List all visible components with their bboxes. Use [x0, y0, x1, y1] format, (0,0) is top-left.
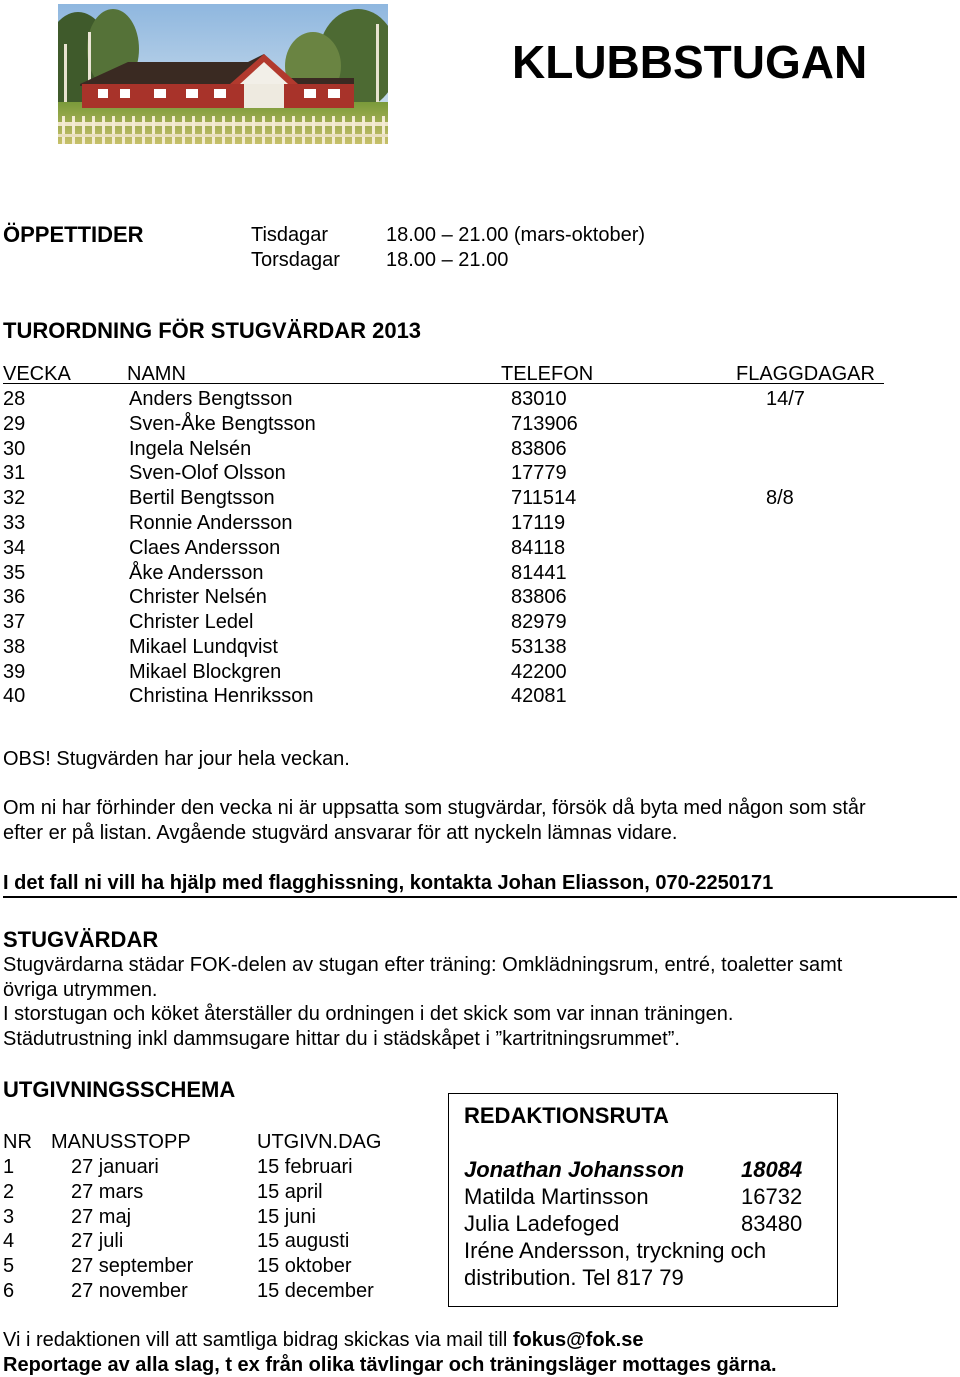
phone-cell: 82979: [511, 611, 567, 633]
footer-line-2: Reportage av alla slag, t ex från olika tävlingar och träningsläger mottages gärna.: [3, 1354, 777, 1376]
schedule-col-nr: NR: [3, 1131, 32, 1153]
name-cell: Anders Bengtsson: [129, 388, 293, 410]
list-item: [0, 1180, 440, 1205]
page-title: KLUBBSTUGAN: [512, 36, 868, 88]
table-row: [0, 461, 900, 486]
clubhouse-photo: [58, 4, 388, 144]
schedule-stop: 27 maj: [71, 1206, 132, 1228]
week-cell: 28: [3, 388, 26, 410]
name-cell: Christina Henriksson: [129, 685, 314, 707]
col-phone-header: TELEFON: [501, 363, 594, 385]
phone-cell: 713906: [511, 413, 578, 435]
schedule-out: 15 juni: [257, 1206, 316, 1228]
swap-note-line-1: Om ni har förhinder den vecka ni är uppsatta som stugvärdar, försök då byta med någon som står: [3, 797, 866, 819]
editorial-heading: REDAKTIONSRUTA: [464, 1103, 669, 1128]
col-flag-header: FLAGGDAGAR: [736, 363, 875, 385]
phone-cell: 53138: [511, 636, 567, 658]
list-item: [0, 1205, 440, 1230]
phone-cell: 83806: [511, 438, 567, 460]
phone-cell: 83010: [511, 388, 567, 410]
section-divider: [3, 896, 957, 898]
stugvardar-line-4: Städutrustning inkl dammsugare hittar du i städskåpet i ”kartritningsrummet”.: [3, 1028, 680, 1050]
week-cell: 37: [3, 611, 26, 633]
schedule-heading: UTGIVNINGSSCHEMA: [3, 1077, 236, 1102]
table-row: [0, 561, 900, 586]
schedule-nr: 1: [3, 1156, 15, 1178]
table-row: [0, 387, 900, 412]
table-row: [0, 585, 900, 610]
phone-cell: 84118: [511, 537, 566, 559]
editor-name-3: Julia Ladefoged: [464, 1211, 620, 1236]
schedule-stop: 27 januari: [71, 1156, 159, 1178]
name-cell: Sven-Olof Olsson: [129, 462, 286, 484]
week-cell: 32: [3, 487, 26, 509]
name-cell: Ronnie Andersson: [129, 512, 293, 534]
week-cell: 39: [3, 661, 26, 683]
flag-cell: 8/8: [766, 487, 794, 509]
schedule-nr: 2: [3, 1181, 15, 1203]
table-row: [0, 635, 900, 660]
flag-cell: 14/7: [766, 388, 805, 410]
schedule-stop: 27 november: [71, 1280, 188, 1302]
opening-day-2: Torsdagar: [251, 249, 340, 271]
opening-day-1: Tisdagar: [251, 224, 329, 246]
name-cell: Sven-Åke Bengtsson: [129, 413, 316, 435]
table-row: [0, 684, 900, 709]
list-item: [0, 1279, 440, 1304]
list-item: [0, 1229, 440, 1254]
week-cell: 38: [3, 636, 26, 658]
phone-cell: 711514: [511, 487, 577, 509]
print-info-line-1: Iréne Andersson, tryckning och: [464, 1238, 767, 1263]
name-cell: Mikael Lundqvist: [129, 636, 278, 658]
schedule-nr: 6: [3, 1280, 15, 1302]
list-item: [0, 1254, 440, 1279]
name-cell: Ingela Nelsén: [129, 438, 252, 460]
schedule-nr: 4: [3, 1230, 15, 1252]
schedule-out: 15 februari: [257, 1156, 353, 1178]
table-row: [0, 511, 900, 536]
print-info-line-2: distribution. Tel 817 79: [464, 1265, 684, 1290]
phone-cell: 81441: [511, 562, 567, 584]
phone-cell: 83806: [511, 586, 567, 608]
table-row: [0, 412, 900, 437]
week-cell: 36: [3, 586, 26, 608]
email-link[interactable]: fokus@fok.se: [512, 1329, 644, 1351]
week-cell: 31: [3, 462, 26, 484]
phone-cell: 17119: [511, 512, 566, 534]
week-cell: 33: [3, 512, 26, 534]
schedule-nr: 5: [3, 1255, 15, 1277]
col-week-header: VECKA: [3, 363, 71, 385]
flag-help-note: I det fall ni vill ha hjälp med flagghissning, kontakta Johan Eliasson, 070-2250171: [3, 872, 774, 894]
name-cell: Åke Andersson: [129, 562, 264, 584]
schedule-nr: 3: [3, 1206, 15, 1228]
header-underline: [3, 383, 884, 384]
stugvardar-line-3: I storstugan och köket återställer du ordningen i det skick som var innan träningen.: [3, 1003, 734, 1025]
editor-name-2: Matilda Martinsson: [464, 1184, 649, 1209]
swap-note-line-2: efter er på listan. Avgående stugvärd ansvarar för att nyckeln lämnas vidare.: [3, 822, 678, 844]
stugvardar-heading: STUGVÄRDAR: [3, 927, 159, 952]
phone-cell: 42081: [511, 685, 567, 707]
week-cell: 30: [3, 438, 26, 460]
table-row: [0, 437, 900, 462]
footer-text: Vi i redaktionen vill att samtliga bidrag skickas via mail till: [3, 1329, 513, 1351]
list-item: [0, 1155, 440, 1180]
editor-phone-1: 18084: [741, 1157, 803, 1182]
duty-heading: TURORDNING FÖR STUGVÄRDAR 2013: [3, 318, 422, 343]
name-cell: Claes Andersson: [129, 537, 281, 559]
week-cell: 35: [3, 562, 26, 584]
name-cell: Christer Nelsén: [129, 586, 267, 608]
table-row: [0, 610, 900, 635]
opening-time-1: 18.00 – 21.00 (mars-oktober): [386, 224, 646, 246]
schedule-stop: 27 mars: [71, 1181, 144, 1203]
opening-hours-label: ÖPPETTIDER: [3, 222, 144, 247]
stugvardar-line-1: Stugvärdarna städar FOK-delen av stugan efter träning: Omklädningsrum, entré, toaletter samt: [3, 954, 843, 976]
col-name-header: NAMN: [127, 363, 186, 385]
table-row: [0, 486, 900, 511]
schedule-out: 15 oktober: [257, 1255, 352, 1277]
stugvardar-line-2: övriga utrymmen.: [3, 979, 158, 1001]
obs-note: OBS! Stugvärden har jour hela veckan.: [3, 748, 350, 770]
editor-phone-3: 83480: [741, 1211, 803, 1236]
name-cell: Bertil Bengtsson: [129, 487, 275, 509]
schedule-stop: 27 juli: [71, 1230, 124, 1252]
name-cell: Christer Ledel: [129, 611, 254, 633]
editor-phone-2: 16732: [741, 1184, 803, 1209]
phone-cell: 42200: [511, 661, 567, 683]
schedule-col-out: UTGIVN.DAG: [257, 1131, 382, 1153]
week-cell: 34: [3, 537, 26, 559]
footer-line-1: [3, 1328, 644, 1352]
schedule-out: 15 april: [257, 1181, 323, 1203]
name-cell: Mikael Blockgren: [129, 661, 282, 683]
week-cell: 40: [3, 685, 26, 707]
editorial-box: [448, 1093, 838, 1307]
phone-cell: 17779: [511, 462, 567, 484]
schedule-out: 15 december: [257, 1280, 374, 1302]
table-row: [0, 660, 900, 685]
editor-name-1: Jonathan Johansson: [464, 1157, 685, 1182]
opening-time-2: 18.00 – 21.00: [386, 249, 509, 271]
schedule-stop: 27 september: [71, 1255, 194, 1277]
schedule-out: 15 augusti: [257, 1230, 350, 1252]
week-cell: 29: [3, 413, 26, 435]
table-row: [0, 536, 900, 561]
schedule-col-stop: MANUSSTOPP: [51, 1131, 191, 1153]
